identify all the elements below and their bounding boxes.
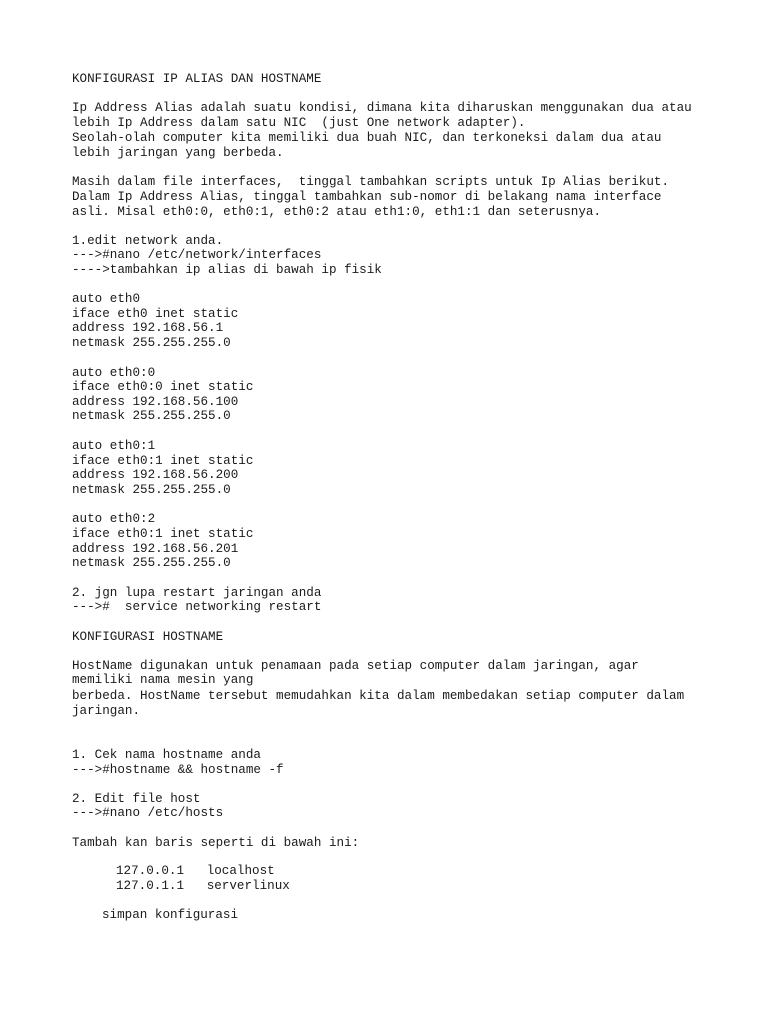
hostname-intro-line: HostName digunakan untuk penamaan pada setiap computer dalam jaringan, agar (72, 659, 639, 673)
host-step1-command: --->#hostname && hostname -f (72, 763, 284, 777)
host-step2-command: --->#nano /etc/hosts (72, 806, 224, 820)
iface-line: address 192.168.56.1 (72, 321, 224, 335)
iface-line: auto eth0 (72, 292, 141, 306)
add-lines-instruction: Tambah kan baris seperti di bawah ini: (72, 836, 360, 850)
alias-explain-line: Masih dalam file interfaces, tinggal tambahkan scripts untuk Ip Alias berikut. (72, 175, 670, 189)
step2-command: ---># service networking restart (72, 600, 322, 614)
intro-line: Seolah-olah computer kita memiliki dua buah NIC, dan terkoneksi dalam dua atau (72, 131, 662, 145)
iface-line: iface eth0:0 inet static (72, 380, 254, 394)
save-instruction: simpan konfigurasi (102, 908, 239, 922)
iface-line: iface eth0:1 inet static (72, 527, 254, 541)
iface-line: address 192.168.56.201 (72, 542, 239, 556)
step2-line: 2. jgn lupa restart jaringan anda (72, 586, 322, 600)
intro-line: lebih Ip Address dalam satu NIC (just One network adapter). (72, 116, 526, 130)
hosts-entry: 127.0.0.1 localhost (116, 864, 275, 878)
iface-line: iface eth0:1 inet static (72, 454, 254, 468)
iface-line: netmask 255.255.255.0 (72, 336, 231, 350)
step1-line: 1.edit network anda. (72, 234, 224, 248)
iface-line: auto eth0:2 (72, 512, 156, 526)
intro-line: Ip Address Alias adalah suatu kondisi, dimana kita diharuskan menggunakan dua atau (72, 101, 692, 115)
hostname-heading: KONFIGURASI HOSTNAME (72, 630, 224, 644)
step1-command: --->#nano /etc/network/interfaces (72, 248, 322, 262)
host-step2-line: 2. Edit file host (72, 792, 201, 806)
intro-line: lebih jaringan yang berbeda. (72, 146, 284, 160)
alias-explain-line: Dalam Ip Address Alias, tinggal tambahkan sub-nomor di belakang nama interface (72, 190, 662, 204)
document-title: KONFIGURASI IP ALIAS DAN HOSTNAME (72, 72, 322, 86)
iface-line: auto eth0:0 (72, 366, 156, 380)
alias-explain-line: asli. Misal eth0:0, eth0:1, eth0:2 atau eth1:0, eth1:1 dan seterusnya. (72, 205, 602, 219)
host-step1-line: 1. Cek nama hostname anda (72, 748, 261, 762)
iface-line: address 192.168.56.100 (72, 395, 239, 409)
hosts-entry: 127.0.1.1 serverlinux (116, 879, 290, 893)
hostname-intro-line: jaringan. (72, 704, 141, 718)
iface-line: netmask 255.255.255.0 (72, 556, 231, 570)
hostname-intro-line: berbeda. HostName tersebut memudahkan kita dalam membedakan setiap computer dalam (72, 689, 685, 703)
iface-line: iface eth0 inet static (72, 307, 239, 321)
hostname-intro-line: memiliki nama mesin yang (72, 673, 254, 687)
iface-line: netmask 255.255.255.0 (72, 409, 231, 423)
iface-line: netmask 255.255.255.0 (72, 483, 231, 497)
iface-line: address 192.168.56.200 (72, 468, 239, 482)
iface-line: auto eth0:1 (72, 439, 156, 453)
step1-line: ---->tambahkan ip alias di bawah ip fisik (72, 263, 382, 277)
